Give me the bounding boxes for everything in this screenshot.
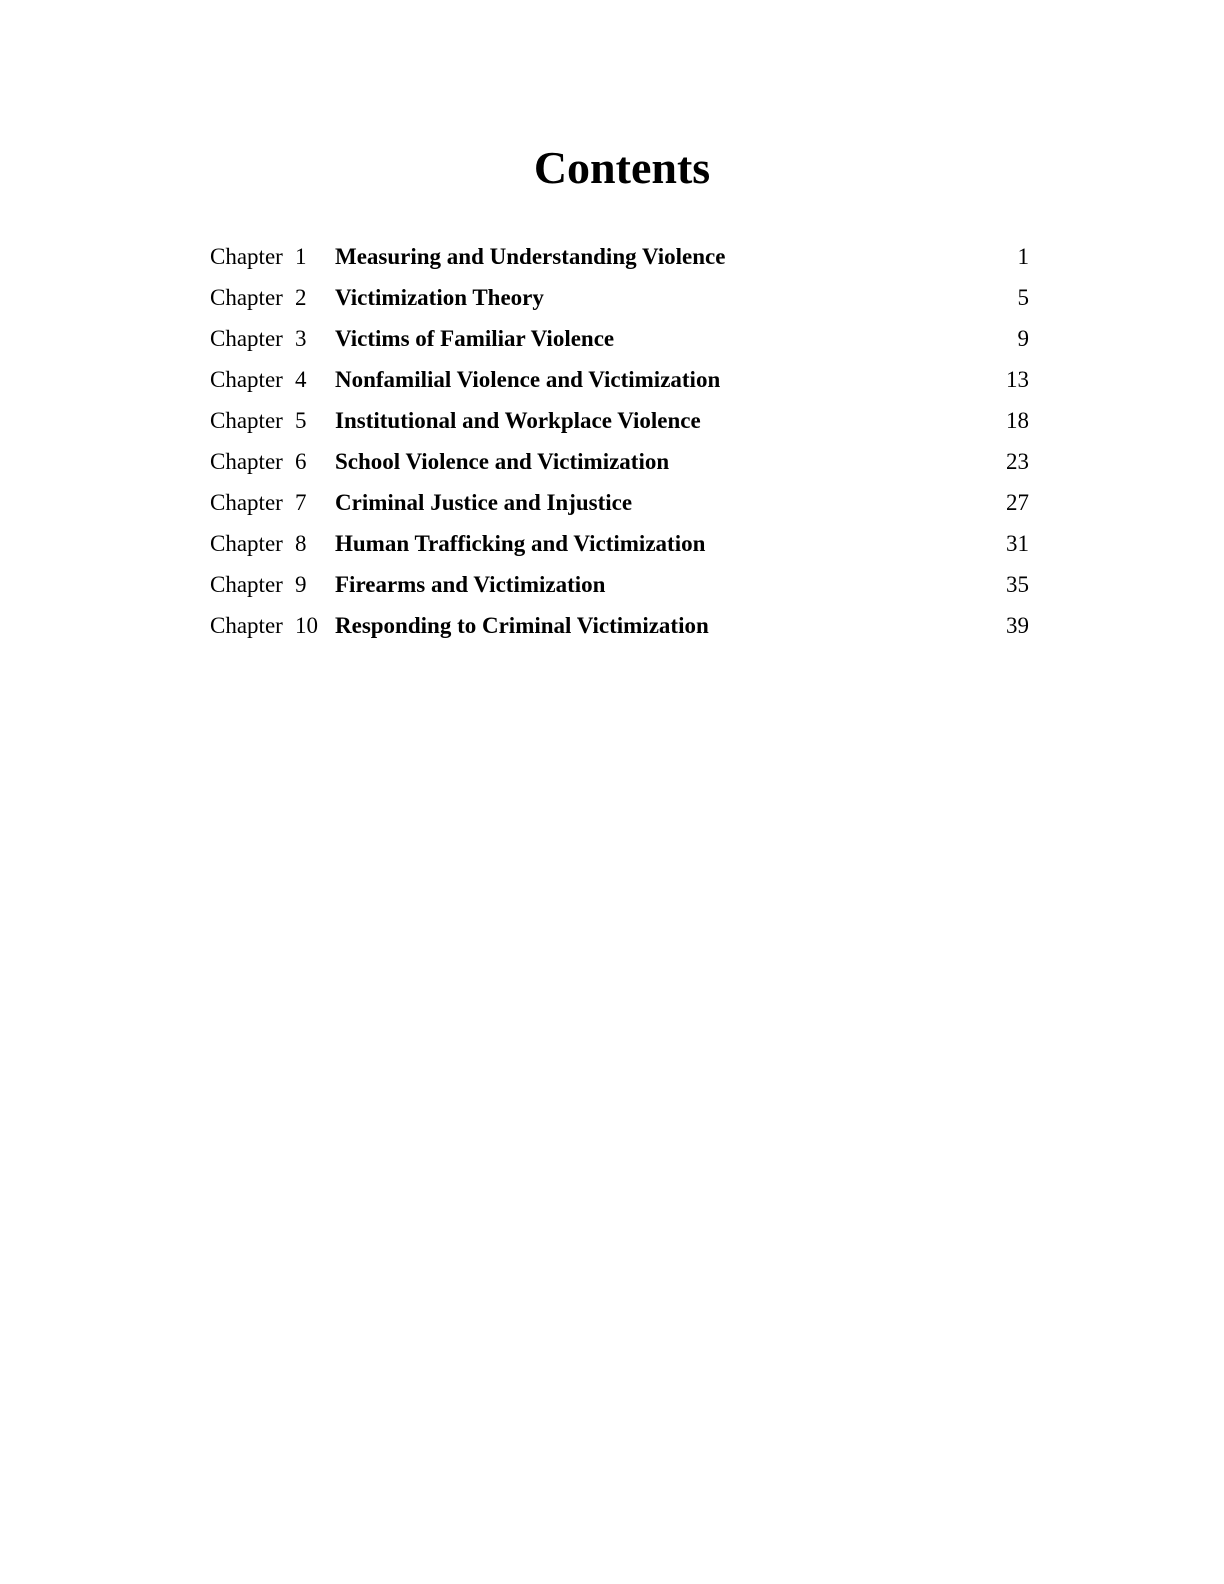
page-title: Contents	[533, 142, 711, 193]
chapter-number: 2	[295, 285, 307, 310]
chapter-page-number: 27	[1006, 490, 1029, 515]
chapter-label: Chapter	[210, 449, 283, 474]
chapter-title: Measuring and Understanding Violence	[335, 244, 726, 269]
chapter-title: Victimization Theory	[335, 285, 544, 310]
chapter-label: Chapter	[210, 490, 283, 515]
chapter-number: 7	[295, 490, 307, 515]
chapter-page-number: 35	[1006, 572, 1029, 597]
chapter-number: 5	[295, 408, 307, 433]
chapter-number: 8	[295, 531, 307, 556]
chapter-page-number: 23	[1006, 449, 1029, 474]
chapter-page-number: 13	[1006, 367, 1029, 392]
chapter-number: 3	[295, 326, 307, 351]
chapter-title: Nonfamilial Violence and Victimization	[335, 367, 721, 392]
chapter-label: Chapter	[210, 326, 283, 351]
toc-entry-5	[0, 400, 1224, 441]
table-of-contents	[0, 236, 1224, 646]
toc-entry-8	[0, 523, 1224, 564]
chapter-label: Chapter	[210, 531, 283, 556]
toc-entry-9	[0, 564, 1224, 605]
chapter-number: 9	[295, 572, 307, 597]
chapter-page-number: 39	[1006, 613, 1029, 638]
chapter-number: 10	[295, 613, 318, 638]
chapter-number: 1	[295, 244, 307, 269]
chapter-title: Institutional and Workplace Violence	[335, 408, 701, 433]
chapter-number: 4	[295, 367, 307, 392]
chapter-title: Criminal Justice and Injustice	[335, 490, 633, 515]
toc-entry-1	[0, 236, 1224, 277]
chapter-page-number: 1	[1017, 244, 1029, 269]
toc-entry-6	[0, 441, 1224, 482]
chapter-number: 6	[295, 449, 307, 474]
chapter-title: School Violence and Victimization	[335, 449, 670, 474]
chapter-label: Chapter	[210, 285, 283, 310]
chapter-label: Chapter	[210, 408, 283, 433]
chapter-label: Chapter	[210, 367, 283, 392]
chapter-label: Chapter	[210, 244, 283, 269]
chapter-label: Chapter	[210, 613, 283, 638]
chapter-title: Victims of Familiar Violence	[335, 326, 615, 351]
toc-entry-3	[0, 318, 1224, 359]
toc-entry-7	[0, 482, 1224, 523]
chapter-page-number: 9	[1017, 326, 1029, 351]
chapter-page-number: 5	[1017, 285, 1029, 310]
toc-entry-2	[0, 277, 1224, 318]
chapter-title: Human Trafficking and Victimization	[335, 531, 706, 556]
chapter-page-number: 18	[1006, 408, 1029, 433]
toc-entry-4	[0, 359, 1224, 400]
toc-entry-10	[0, 605, 1224, 646]
chapter-title: Responding to Criminal Victimization	[335, 613, 709, 638]
chapter-title: Firearms and Victimization	[335, 572, 606, 597]
chapter-page-number: 31	[1006, 531, 1029, 556]
chapter-label: Chapter	[210, 572, 283, 597]
